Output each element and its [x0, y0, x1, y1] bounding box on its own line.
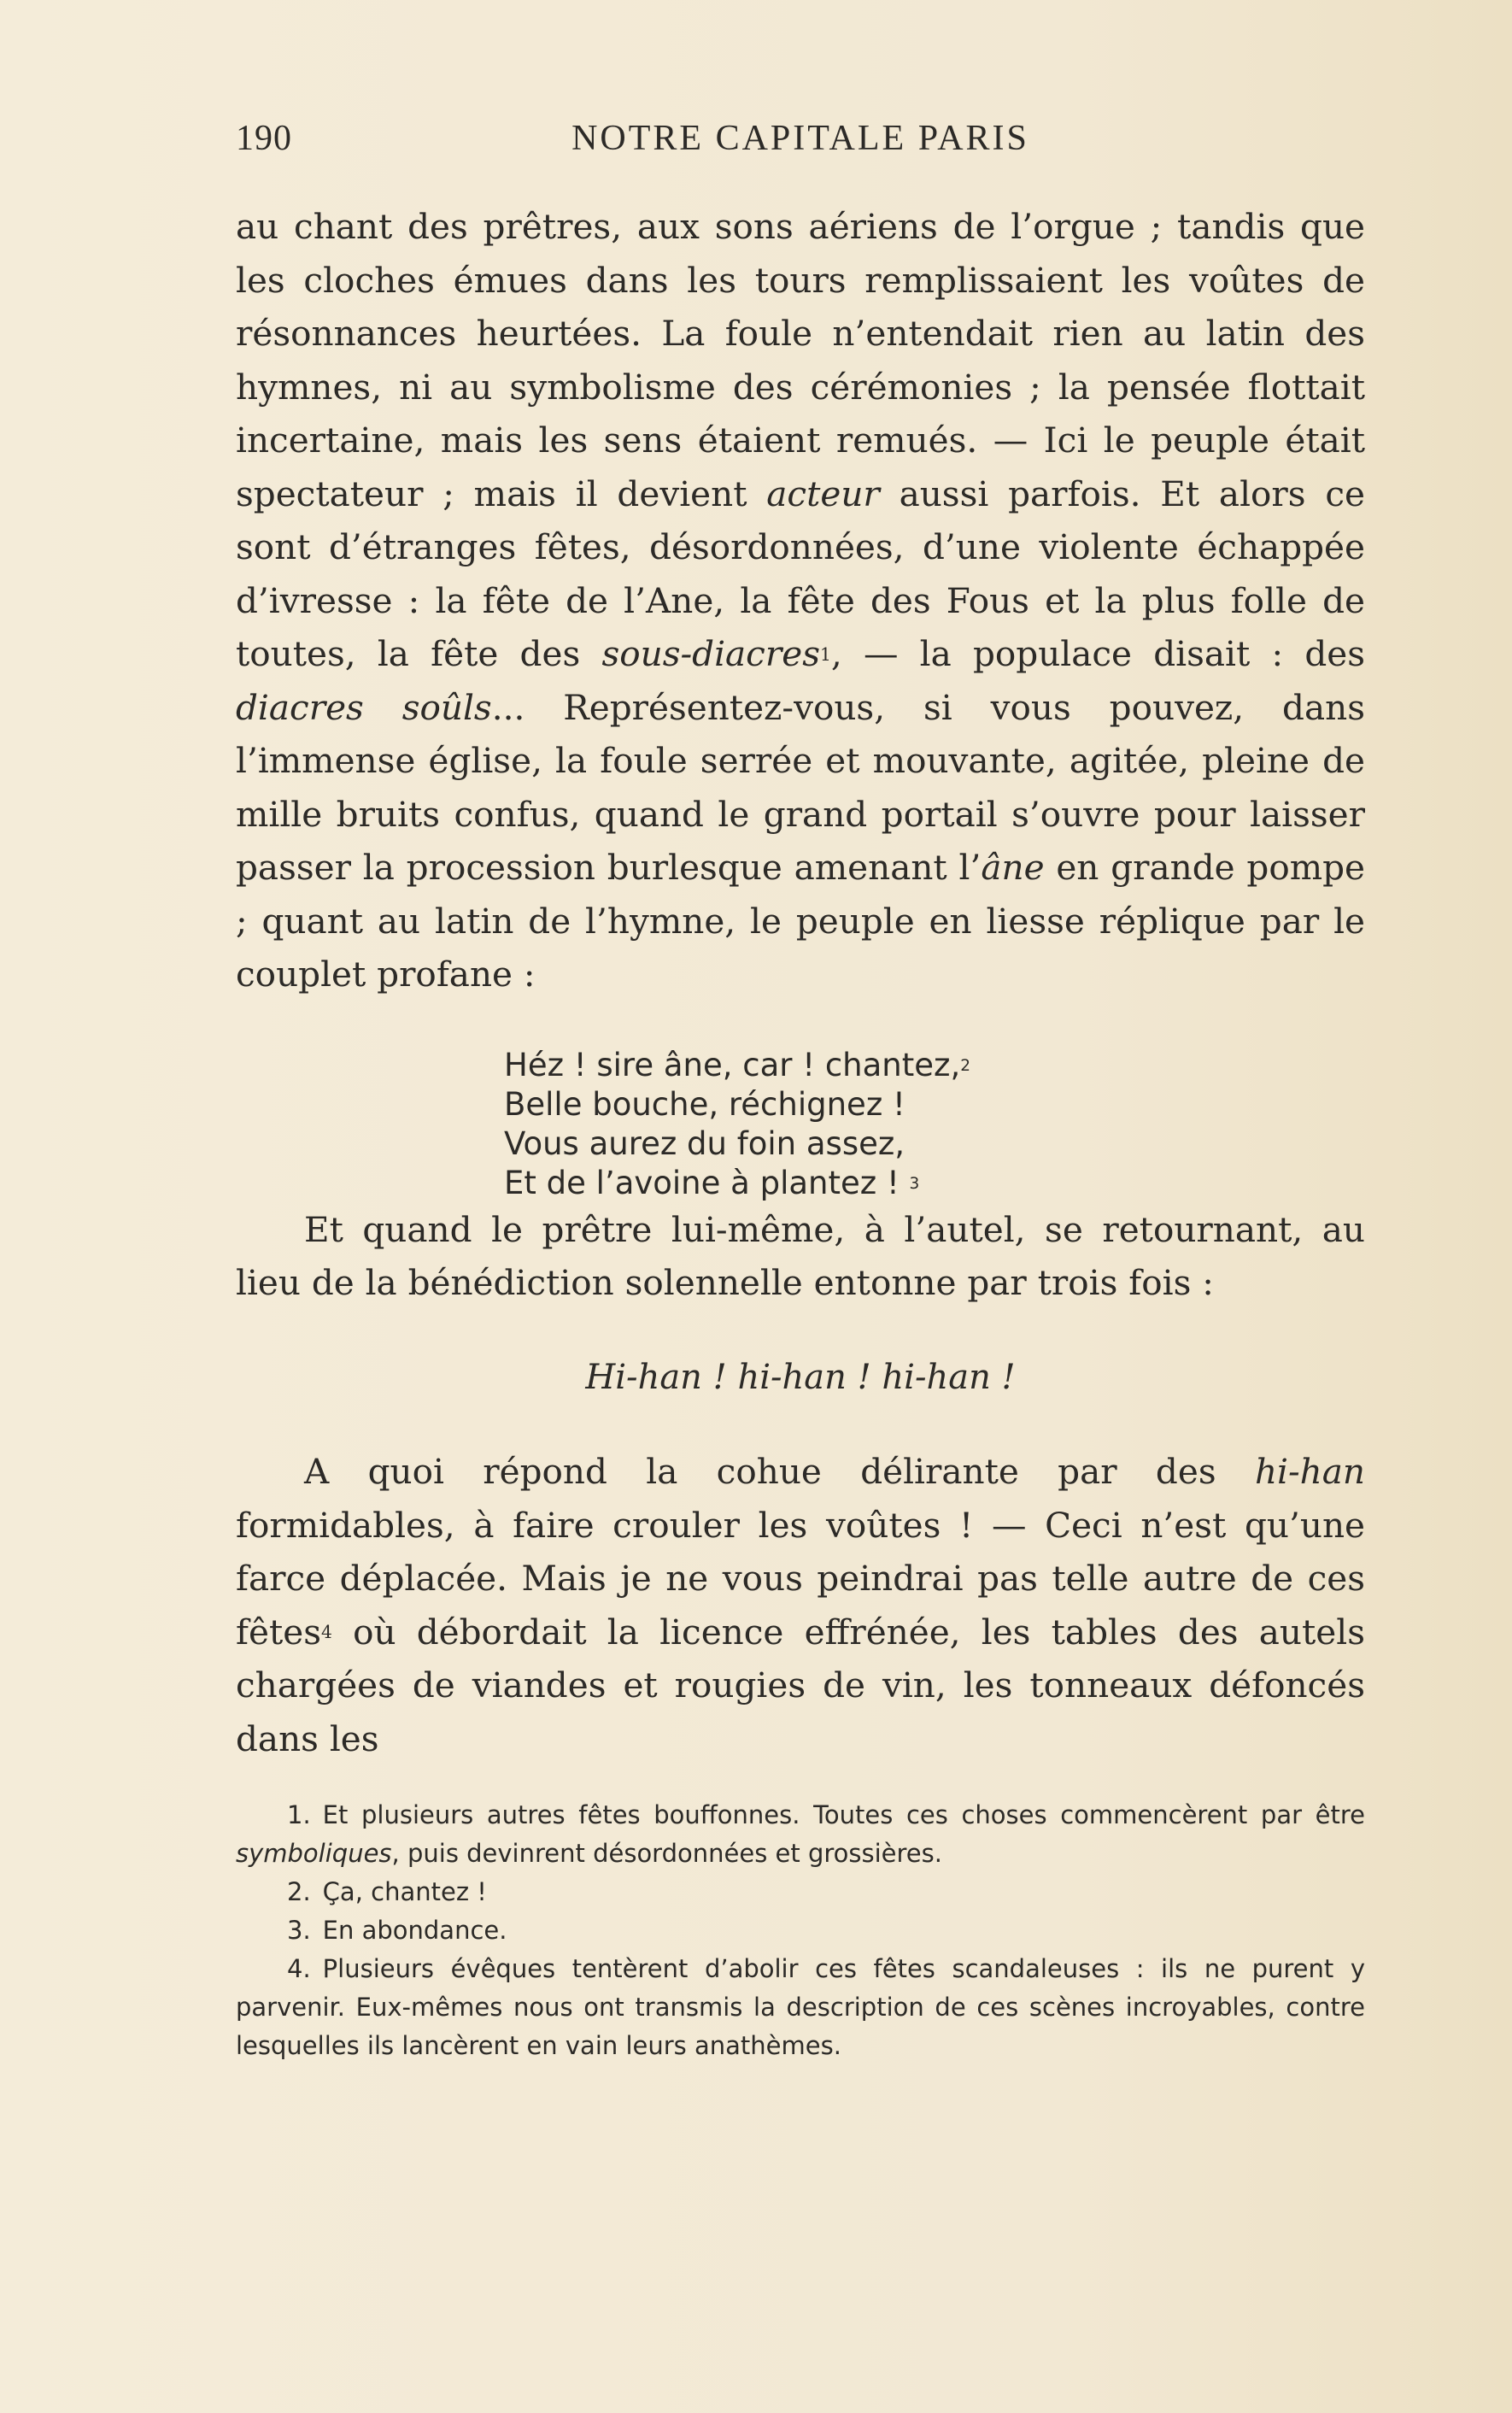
verse-text: Et de l’avoine à plantez !: [504, 1164, 900, 1201]
text-span: ... Représentez-vous, si vous pouvez, dans l’immense église, la foule serrée et mouvante, agitée, pleine de mille bruits confus, quand le grand portail s’ouvre pour laisser passer la procession burlesque amenant l’: [236, 686, 1365, 888]
italic-span: âne: [981, 847, 1045, 888]
italic-span: hi-han: [1254, 1451, 1365, 1492]
footnote-1: [236, 1796, 1365, 1873]
footnote-text: Plusieurs évêques tentèrent d’abolir ces fêtes scandaleuses : ils ne purent y parvenir. Eux-mêmes nous ont transmis la description de ces scènes incroyables, contre lesquelles ils lancèrent en vain leurs anathèmes.: [236, 1954, 1365, 2060]
text-span: en grande pompe ; quant au latin de l’hymne, le peuple en liesse réplique par le couplet profane :: [236, 847, 1365, 995]
donkey-cry: Hi-han ! hi-han ! hi-han !: [585, 1357, 1016, 1397]
text-span: formidables, à faire crouler les voûtes ! — Ceci n’est qu’une farce déplacée. Mais je ne vous peindrai pas telle autre de ces fêtes: [236, 1504, 1365, 1653]
footnote-italic: symboliques: [236, 1839, 392, 1868]
footnote-4: [236, 1950, 1365, 2065]
text-span: aussi parfois. Et alors ce sont d’étranges fêtes, désordonnées, d’une violente échappée d’ivresse : la fête de l’Ane, la fête des Fous et la plus folle de toutes, la fête des: [236, 473, 1365, 674]
verse-line-3: Vous aurez du foin assez,: [504, 1124, 905, 1162]
footnote-number: 4.: [287, 1954, 311, 1983]
footnote-ref-2: 2: [960, 1056, 970, 1075]
footnote-2: [236, 1873, 1365, 1911]
footnote-text: , puis devinrent désordonnées et grossières.: [391, 1839, 942, 1868]
text-span: , — la populace disait : des: [830, 633, 1365, 674]
verse-line-2: Belle bouche, réchignez !: [504, 1085, 905, 1123]
page-number: 190: [236, 119, 292, 158]
italic-span: acteur: [766, 473, 880, 514]
paragraph-3: [236, 1445, 1365, 1765]
text-span: A quoi répond la cohue délirante par des: [304, 1451, 1255, 1492]
text-span: où débordait la licence effrénée, les tables des autels chargées de viandes et rougies de vin, les tonneaux défoncés dans les: [236, 1611, 1365, 1759]
page-header: [236, 118, 1365, 169]
footnote-number: 1.: [287, 1800, 311, 1829]
footnote-text: En abondance.: [322, 1916, 507, 1945]
text-span: au chant des prêtres, aux sons aériens de l’orgue ; tandis que les cloches émues dans les tours remplissaient les voûtes de résonnances heurtées. La foule n’entendait rien au latin des hymnes, ni au symbolisme des cérémonies ; la pensée flottait incertaine, mais les sens étaient remués. — Ici le peuple était spectateur ; mais il devient: [236, 206, 1365, 514]
footnote-ref-1: 1: [819, 643, 831, 665]
paragraph-1: [236, 200, 1365, 1001]
footnote-text: Et plusieurs autres fêtes bouffonnes. Toutes ces choses commencèrent par être: [322, 1800, 1365, 1829]
footnote-number: 2.: [287, 1877, 311, 1906]
verse-block: [504, 1046, 1365, 1203]
footnotes: [236, 1796, 1365, 2065]
footnote-number: 3.: [287, 1916, 311, 1945]
italic-span: sous-diacres: [601, 633, 820, 674]
italic-span: diacres soûls: [236, 686, 492, 728]
footnote-ref-3: 3: [909, 1174, 920, 1193]
footnote-3: [236, 1911, 1365, 1950]
footnote-text: Ça, chantez !: [322, 1877, 487, 1906]
verse-line-4: [504, 1164, 1365, 1203]
paragraph-2: Et quand le prêtre lui-même, à l’autel, se retournant, au lieu de la bénédiction solennelle entonne par trois fois :: [236, 1208, 1365, 1303]
running-title: NOTRE CAPITALE PARIS: [571, 119, 1029, 158]
main-text: [236, 200, 1365, 1765]
verse-line-1: [504, 1046, 1365, 1085]
verse-text: Héz ! sire âne, car ! chantez,: [504, 1046, 961, 1083]
book-page: [236, 118, 1365, 2065]
footnote-ref-4: 4: [320, 1622, 332, 1643]
